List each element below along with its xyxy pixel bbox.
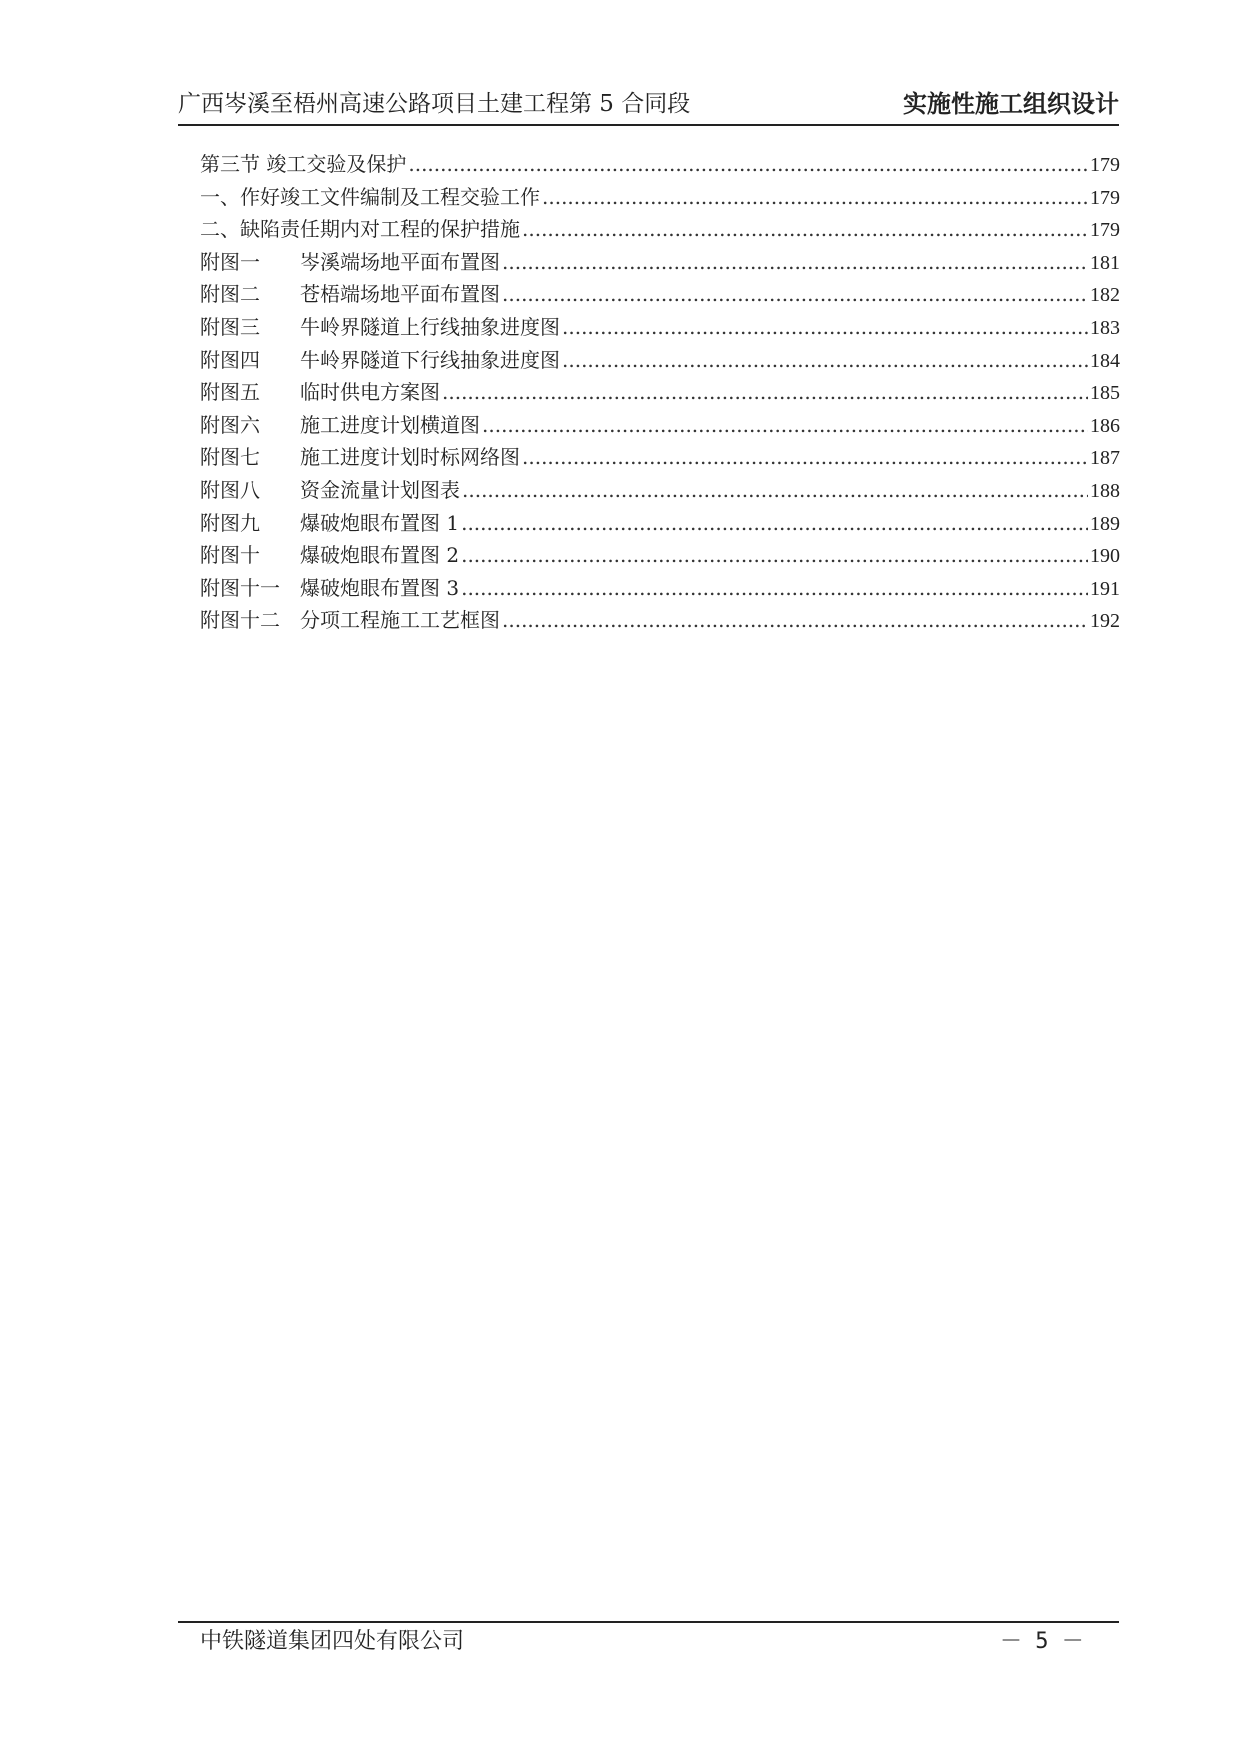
header-document-title: 实施性施工组织设计 bbox=[903, 90, 1119, 118]
page-header bbox=[178, 88, 1119, 126]
toc-entry-page: 184 bbox=[1090, 349, 1120, 372]
toc-entry-label: 附图五 临时供电方案图 bbox=[200, 380, 440, 405]
toc-entry[interactable] bbox=[200, 539, 1120, 572]
toc-entry-page: 187 bbox=[1090, 447, 1120, 470]
toc-entry-page: 190 bbox=[1090, 545, 1120, 568]
toc-entry-label: 附图一 岑溪端场地平面布置图 bbox=[200, 249, 500, 274]
toc-entry-label: 一、作好竣工文件编制及工程交验工作 bbox=[200, 184, 540, 209]
toc-entry-page: 179 bbox=[1090, 154, 1120, 176]
toc-entry-label: 附图六 施工进度计划横道图 bbox=[200, 412, 480, 437]
toc-dot-leader bbox=[502, 278, 1088, 311]
toc-entry[interactable] bbox=[200, 148, 1120, 181]
toc-entry-page: 185 bbox=[1090, 382, 1120, 405]
toc-entry[interactable] bbox=[200, 181, 1120, 214]
toc-entry[interactable] bbox=[200, 213, 1120, 246]
toc-dot-leader bbox=[461, 507, 1088, 540]
toc-entry-label: 附图三 牛岭界隧道上行线抽象进度图 bbox=[200, 314, 560, 339]
toc-dot-leader bbox=[461, 539, 1088, 572]
toc-dot-leader bbox=[562, 344, 1088, 377]
toc-entry[interactable] bbox=[200, 311, 1120, 344]
toc-entry-label: 第三节 竣工交验及保护 bbox=[200, 152, 407, 176]
toc-entry-page: 181 bbox=[1090, 251, 1120, 274]
toc-entry-label: 附图四 牛岭界隧道下行线抽象进度图 bbox=[200, 347, 560, 372]
toc-dot-leader bbox=[442, 376, 1088, 409]
toc-entry-label: 附图九 爆破炮眼布置图 1 bbox=[200, 510, 460, 535]
toc-entry-page: 182 bbox=[1090, 284, 1120, 307]
toc-entry-page: 179 bbox=[1090, 219, 1120, 242]
toc-dot-leader bbox=[562, 311, 1088, 344]
toc-dot-leader bbox=[522, 441, 1088, 474]
toc-entry[interactable] bbox=[200, 572, 1120, 605]
footer-page-number: － 5 － bbox=[1000, 1629, 1084, 1654]
toc-dot-leader bbox=[461, 572, 1088, 605]
toc-entry-page: 183 bbox=[1090, 316, 1120, 339]
toc-entry-label: 附图十二 分项工程施工工艺框图 bbox=[200, 608, 500, 633]
toc-entry-label: 附图二 苍梧端场地平面布置图 bbox=[200, 282, 500, 307]
toc-entry[interactable] bbox=[200, 278, 1120, 311]
footer-rule bbox=[178, 1621, 1119, 1623]
toc-entry-label: 附图八 资金流量计划图表 bbox=[200, 477, 460, 502]
toc-dot-leader bbox=[502, 604, 1088, 637]
toc-entry-page: 186 bbox=[1090, 414, 1120, 437]
toc-entry-page: 179 bbox=[1090, 186, 1120, 209]
toc-entry-page: 191 bbox=[1090, 577, 1120, 600]
toc-entry-label: 附图十一 爆破炮眼布置图 3 bbox=[200, 575, 460, 600]
table-of-contents bbox=[200, 148, 1120, 637]
toc-entry-label: 附图七 施工进度计划时标网络图 bbox=[200, 445, 520, 470]
toc-entry[interactable] bbox=[200, 246, 1120, 279]
toc-entry[interactable] bbox=[200, 604, 1120, 637]
toc-entry[interactable] bbox=[200, 474, 1120, 507]
toc-entry[interactable] bbox=[200, 376, 1120, 409]
toc-dot-leader bbox=[482, 409, 1088, 442]
toc-entry[interactable] bbox=[200, 507, 1120, 540]
toc-entry-label: 附图十 爆破炮眼布置图 2 bbox=[200, 543, 460, 568]
toc-entry-page: 188 bbox=[1090, 479, 1120, 502]
toc-dot-leader bbox=[522, 213, 1088, 246]
toc-dot-leader bbox=[408, 148, 1088, 181]
toc-entry[interactable] bbox=[200, 441, 1120, 474]
toc-entry-label: 二、缺陷责任期内对工程的保护措施 bbox=[200, 217, 520, 242]
toc-entry[interactable] bbox=[200, 409, 1120, 442]
header-project-title: 广西岑溪至梧州高速公路项目土建工程第 5 合同段 bbox=[178, 91, 691, 117]
toc-entry-page: 189 bbox=[1090, 512, 1120, 535]
footer-company: 中铁隧道集团四处有限公司 bbox=[200, 1629, 465, 1654]
toc-entry-page: 192 bbox=[1090, 610, 1120, 633]
toc-dot-leader bbox=[542, 181, 1088, 214]
toc-entry[interactable] bbox=[200, 344, 1120, 377]
toc-dot-leader bbox=[462, 474, 1088, 507]
toc-dot-leader bbox=[502, 246, 1088, 279]
